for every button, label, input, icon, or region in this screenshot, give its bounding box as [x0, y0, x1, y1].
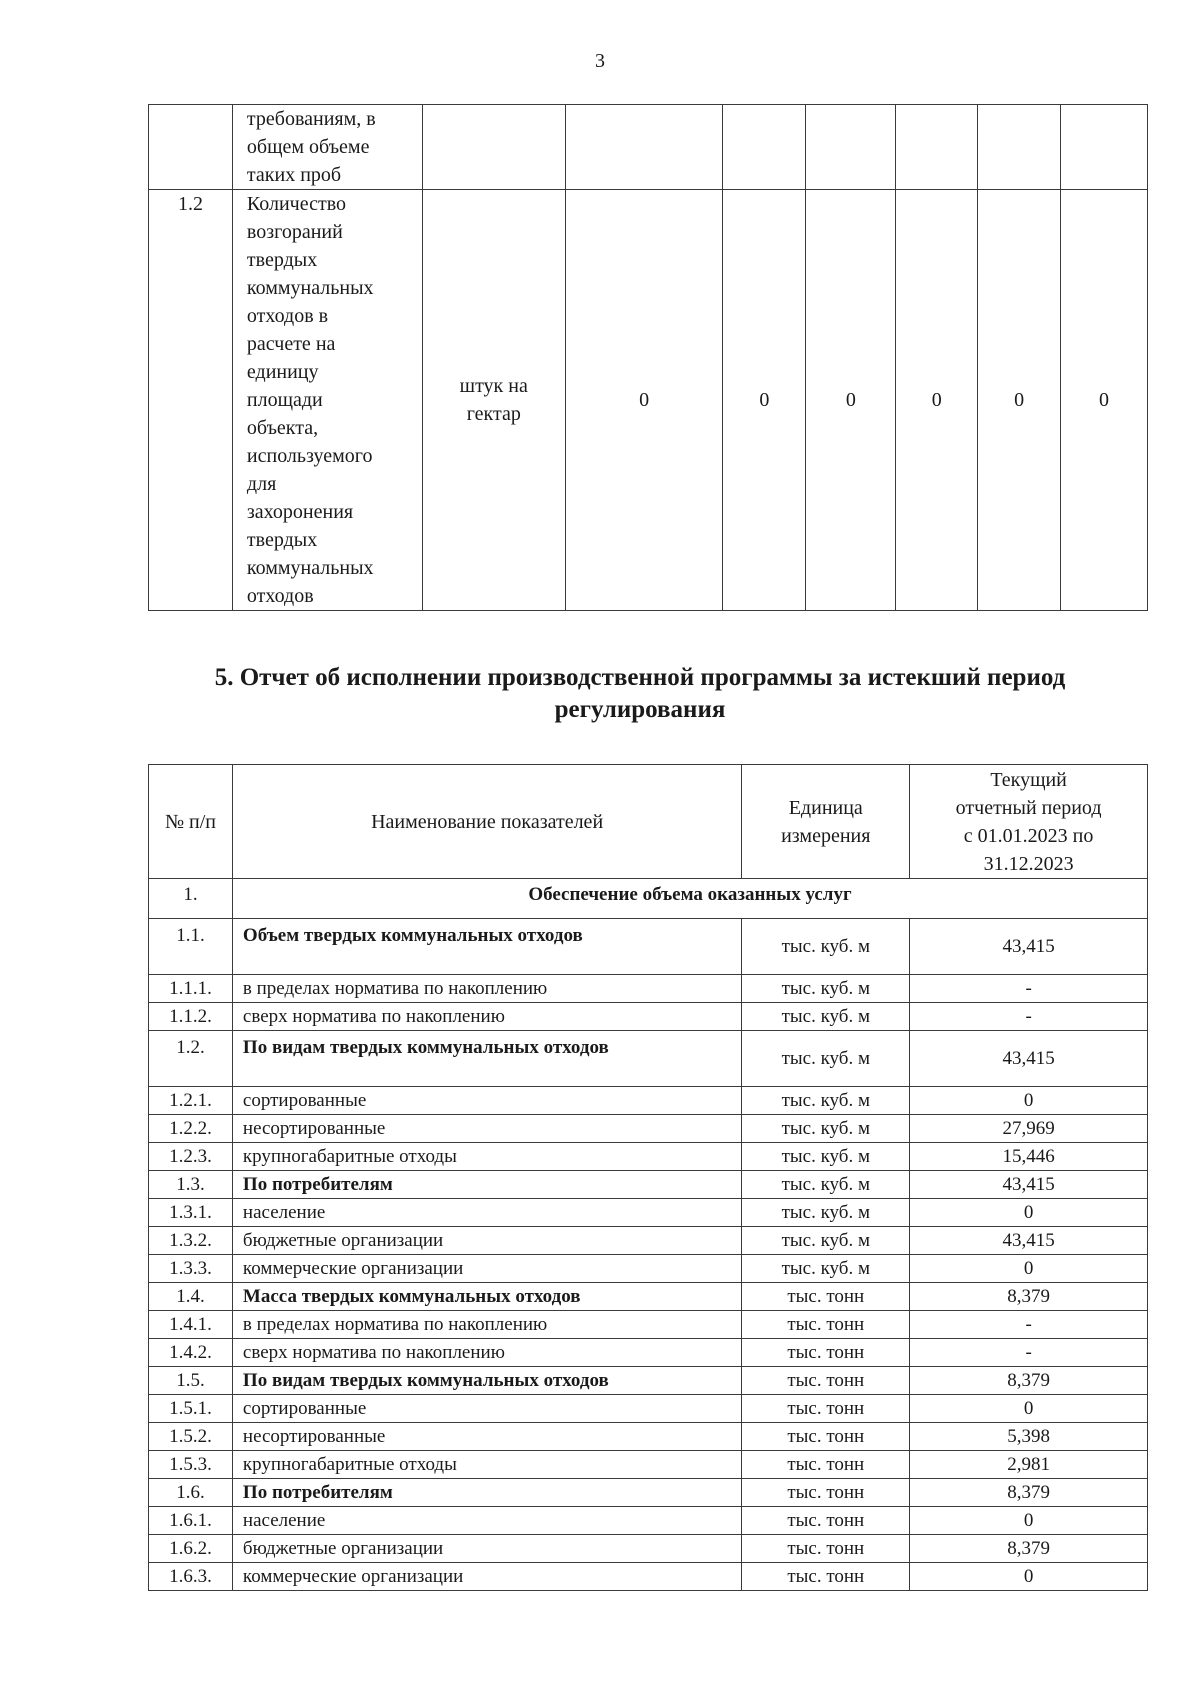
row-name: в пределах норматива по накоплению — [232, 975, 741, 1003]
row-num: 1.1.2. — [149, 1003, 233, 1031]
row-value: 0 — [910, 1563, 1148, 1591]
row-name: Масса твердых коммунальных отходов — [232, 1283, 741, 1311]
row-num: 1.3.3. — [149, 1255, 233, 1283]
row-value — [1061, 105, 1148, 190]
row-value: 43,415 — [910, 1031, 1148, 1087]
row-value: 0 — [565, 190, 723, 611]
row-unit: тыс. куб. м — [742, 919, 910, 975]
row-value: 43,415 — [910, 919, 1148, 975]
table-row — [149, 1535, 1148, 1563]
row-num: 1.2 — [149, 190, 233, 611]
row-name: сверх норматива по накоплению — [232, 1339, 741, 1367]
row-value: - — [910, 1311, 1148, 1339]
row-unit: тыс. тонн — [742, 1367, 910, 1395]
row-unit: тыс. куб. м — [742, 1087, 910, 1115]
row-name: Объем твердых коммунальных отходов — [232, 919, 741, 975]
row-unit: тыс. куб. м — [742, 1227, 910, 1255]
row-value: 0 — [806, 190, 896, 611]
row-name: сортированные — [232, 1087, 741, 1115]
row-value: 0 — [910, 1199, 1148, 1227]
row-name-line: площади — [246, 389, 323, 411]
row-unit: тыс. куб. м — [742, 1255, 910, 1283]
table-row — [149, 1227, 1148, 1255]
row-name-line: единицу — [246, 361, 319, 383]
row-name — [232, 105, 422, 190]
row-name: По видам твердых коммунальных отходов — [232, 1367, 741, 1395]
row-name: крупногабаритные отходы — [232, 1451, 741, 1479]
row-name-line: используемого — [246, 445, 373, 467]
table-row — [149, 1451, 1148, 1479]
row-num: 1.4.1. — [149, 1311, 233, 1339]
row-value: - — [910, 975, 1148, 1003]
row-num: 1.6. — [149, 1479, 233, 1507]
table-row — [149, 1479, 1148, 1507]
table-row — [149, 1563, 1148, 1591]
continuation-row — [149, 190, 1148, 611]
header-unit-line: Единица — [788, 796, 863, 819]
row-unit: тыс. куб. м — [742, 1199, 910, 1227]
group-row — [149, 879, 1148, 919]
row-name: несортированные — [232, 1423, 741, 1451]
row-num: 1.1. — [149, 919, 233, 975]
row-name: сортированные — [232, 1395, 741, 1423]
row-name-line: общем объеме — [246, 136, 370, 158]
row-unit: тыс. тонн — [742, 1283, 910, 1311]
row-unit: тыс. куб. м — [742, 1031, 910, 1087]
table-row — [149, 1423, 1148, 1451]
row-num: 1.4.2. — [149, 1339, 233, 1367]
row-name: население — [232, 1507, 741, 1535]
table-row — [149, 1283, 1148, 1311]
table-row — [149, 1395, 1148, 1423]
row-value — [896, 105, 978, 190]
row-name: По потребителям — [232, 1479, 741, 1507]
row-value — [565, 105, 723, 190]
row-num: 1.3.2. — [149, 1227, 233, 1255]
row-value: 0 — [910, 1255, 1148, 1283]
row-name-line: возгораний — [246, 221, 343, 243]
row-num: 1.2. — [149, 1031, 233, 1087]
table-row — [149, 919, 1148, 975]
continuation-row — [149, 105, 1148, 190]
row-unit — [422, 190, 565, 611]
row-unit-line: гектар — [466, 403, 521, 425]
section-title-line-1: 5. Отчет об исполнении производственной программы за истекший период — [214, 664, 1066, 691]
header-name: Наименование показателей — [232, 765, 741, 879]
row-name: в пределах норматива по накоплению — [232, 1311, 741, 1339]
table-row — [149, 1031, 1148, 1087]
row-name-line: объекта, — [246, 417, 319, 439]
header-period-line: Текущий — [990, 768, 1067, 791]
table-row — [149, 1311, 1148, 1339]
table-row — [149, 1003, 1148, 1031]
table-row — [149, 1115, 1148, 1143]
table-row — [149, 1199, 1148, 1227]
row-value: 0 — [910, 1087, 1148, 1115]
row-value: 0 — [723, 190, 806, 611]
row-value: 8,379 — [910, 1283, 1148, 1311]
section-title — [140, 662, 1140, 726]
row-name-line: захоронения — [246, 501, 354, 523]
row-name-line: твердых — [246, 529, 318, 551]
table-row — [149, 1143, 1148, 1171]
header-period-line: 31.12.2023 — [983, 852, 1074, 875]
row-name: несортированные — [232, 1115, 741, 1143]
row-num: 1.6.3. — [149, 1563, 233, 1591]
row-name-line: таких проб — [246, 164, 342, 186]
row-unit: тыс. куб. м — [742, 1115, 910, 1143]
row-name-line: отходов в — [246, 305, 329, 327]
row-unit: тыс. тонн — [742, 1423, 910, 1451]
report-table — [148, 764, 1148, 1591]
row-name: По видам твердых коммунальных отходов — [232, 1031, 741, 1087]
row-name-line: требованиям, в — [246, 108, 376, 130]
row-value: 43,415 — [910, 1171, 1148, 1199]
row-name-line: для — [246, 473, 277, 495]
row-name: коммерческие организации — [232, 1563, 741, 1591]
row-num: 1.3. — [149, 1171, 233, 1199]
header-unit-line: измерения — [781, 824, 871, 847]
header-period-line: отчетный период — [955, 796, 1102, 819]
row-value: - — [910, 1003, 1148, 1031]
row-value — [806, 105, 896, 190]
report-table-header-row — [149, 765, 1148, 879]
row-value: 2,981 — [910, 1451, 1148, 1479]
row-unit-line: штук на — [459, 375, 528, 397]
page-number: 3 — [595, 50, 605, 72]
row-value: 43,415 — [910, 1227, 1148, 1255]
row-name: бюджетные организации — [232, 1535, 741, 1563]
row-num: 1.3.1. — [149, 1199, 233, 1227]
row-unit: тыс. тонн — [742, 1563, 910, 1591]
row-name-line: расчете на — [246, 333, 336, 355]
row-value: 0 — [910, 1507, 1148, 1535]
header-period-line: с 01.01.2023 по — [963, 824, 1094, 847]
row-unit: тыс. тонн — [742, 1451, 910, 1479]
header-unit — [742, 765, 910, 879]
row-value: 5,398 — [910, 1423, 1148, 1451]
row-num: 1.6.1. — [149, 1507, 233, 1535]
table-row — [149, 1339, 1148, 1367]
row-num: 1.5.3. — [149, 1451, 233, 1479]
row-name-line: коммунальных — [246, 557, 374, 579]
row-unit: тыс. куб. м — [742, 1143, 910, 1171]
table-row — [149, 1171, 1148, 1199]
row-unit: тыс. куб. м — [742, 1003, 910, 1031]
row-value: - — [910, 1339, 1148, 1367]
row-value: 0 — [910, 1395, 1148, 1423]
row-num: 1.2.1. — [149, 1087, 233, 1115]
row-name-line: коммунальных — [246, 277, 374, 299]
table-row — [149, 1367, 1148, 1395]
table-row — [149, 1087, 1148, 1115]
row-value — [723, 105, 806, 190]
table-row — [149, 1507, 1148, 1535]
row-unit: тыс. тонн — [742, 1507, 910, 1535]
row-unit — [422, 105, 565, 190]
row-unit: тыс. тонн — [742, 1535, 910, 1563]
row-unit: тыс. куб. м — [742, 1171, 910, 1199]
row-name-line: Количество — [246, 193, 347, 215]
row-name: сверх норматива по накоплению — [232, 1003, 741, 1031]
section-title-line-2: регулирования — [554, 696, 726, 723]
row-value: 27,969 — [910, 1115, 1148, 1143]
table-row — [149, 975, 1148, 1003]
row-num: 1.2.3. — [149, 1143, 233, 1171]
row-name: бюджетные организации — [232, 1227, 741, 1255]
row-name-line: отходов — [246, 585, 314, 607]
row-value: 0 — [1061, 190, 1148, 611]
row-num: 1.2.2. — [149, 1115, 233, 1143]
row-value: 15,446 — [910, 1143, 1148, 1171]
row-num: 1.4. — [149, 1283, 233, 1311]
row-name: население — [232, 1199, 741, 1227]
row-name — [232, 190, 422, 611]
row-num: 1.1.1. — [149, 975, 233, 1003]
row-num: 1.5. — [149, 1367, 233, 1395]
row-value — [978, 105, 1061, 190]
row-name: крупногабаритные отходы — [232, 1143, 741, 1171]
row-value: 0 — [978, 190, 1061, 611]
row-value: 8,379 — [910, 1367, 1148, 1395]
header-num: № п/п — [149, 765, 233, 879]
row-num: 1.6.2. — [149, 1535, 233, 1563]
table-row — [149, 1255, 1148, 1283]
continuation-table — [148, 104, 1148, 611]
row-value: 8,379 — [910, 1479, 1148, 1507]
row-unit: тыс. тонн — [742, 1479, 910, 1507]
header-period — [910, 765, 1148, 879]
group-num: 1. — [149, 879, 233, 919]
row-unit: тыс. тонн — [742, 1339, 910, 1367]
row-num: 1.5.2. — [149, 1423, 233, 1451]
row-unit: тыс. тонн — [742, 1311, 910, 1339]
row-num — [149, 105, 233, 190]
row-name-line: твердых — [246, 249, 318, 271]
row-value: 8,379 — [910, 1535, 1148, 1563]
row-value: 0 — [896, 190, 978, 611]
row-unit: тыс. куб. м — [742, 975, 910, 1003]
row-name: По потребителям — [232, 1171, 741, 1199]
row-unit: тыс. тонн — [742, 1395, 910, 1423]
group-title: Обеспечение объема оказанных услуг — [232, 879, 1147, 919]
row-num: 1.5.1. — [149, 1395, 233, 1423]
row-name: коммерческие организации — [232, 1255, 741, 1283]
